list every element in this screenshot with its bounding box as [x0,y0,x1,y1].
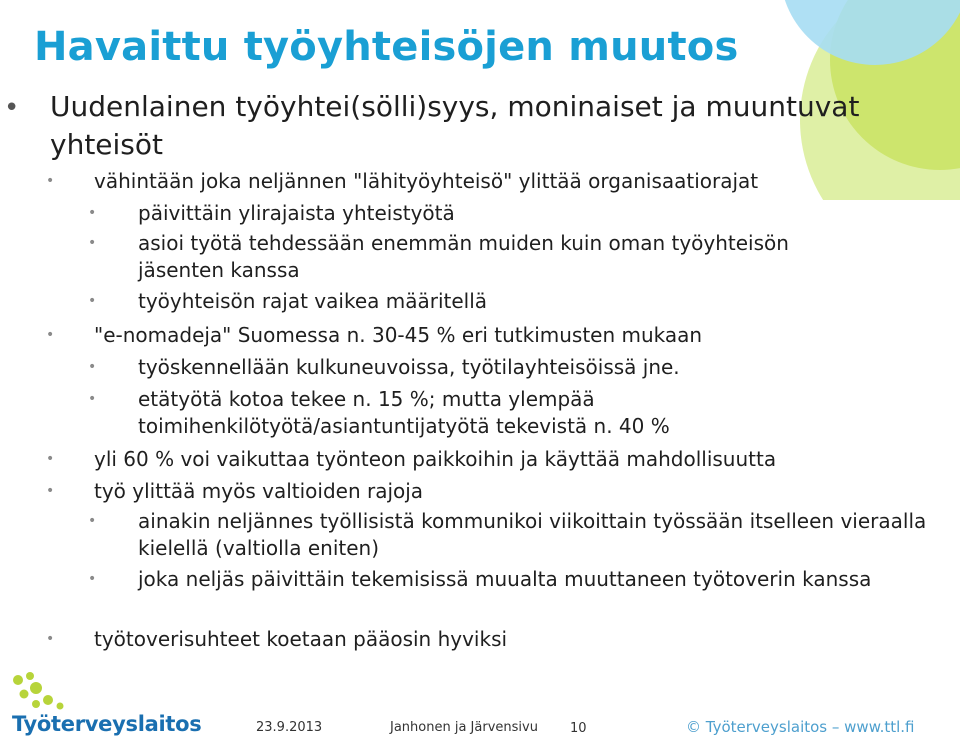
page-number: 10 [570,721,587,736]
logo: Työterveyslaitos [12,712,202,736]
list-item [88,386,758,440]
item-text: työyhteisön rajat vaikea määritellä [138,289,488,313]
bullet-icon: • [88,513,97,529]
bullet-icon: • [88,391,97,407]
item-text: Uudenlainen työyhtei(sölli)syys, moninaiset ja muuntuvat yhteisöt [50,90,860,161]
bullet-icon: • [88,293,97,309]
item-text: vähintään joka neljännen "lähityöyhteisö" ylittää organisaatiorajat [94,169,759,193]
bullet-icon: • [88,205,97,221]
item-text: päivittäin ylirajaista yhteistyötä [138,201,455,225]
bullet-icon: • [4,93,20,123]
item-text: "e-nomadeja" Suomessa n. 30-45 % eri tutkimusten mukaan [94,323,703,347]
item-text: työtoverisuhteet koetaan pääosin hyviksi [94,627,508,651]
list-item [46,478,914,505]
item-text: etätyötä kotoa tekee n. 15 %; mutta ylempää toimihenkilötyötä/asiantuntijatyötä tekevistä n. 40 % [138,387,670,438]
bullet-icon: • [88,571,97,587]
list-item [88,566,898,593]
bullet-icon: • [46,173,55,189]
list-item [88,354,938,381]
list-item [88,230,878,284]
item-text: yli 60 % voi vaikuttaa työnteon paikkoihin ja käyttää mahdollisuutta [94,447,777,471]
page-title: Havaittu työyhteisöjen muutos [34,24,739,70]
item-text: työ ylittää myös valtioiden rajoja [94,479,424,503]
list-item [88,200,938,227]
list-item [88,288,938,315]
logo-mark-icon [10,670,80,714]
footer-copyright: © Työterveyslaitos – www.ttl.fi [686,718,915,736]
list-item [46,626,914,653]
item-text: ainakin neljännes työllisistä kommunikoi viikoittain työssään itselleen vieraalla kielellä (valtiolla eniten) [138,509,927,560]
list-item [46,446,914,473]
item-text: asioi työtä tehdessään enemmän muiden kuin oman työyhteisön jäsenten kanssa [138,231,789,282]
list-item [4,88,870,164]
bullet-icon: • [46,327,55,343]
bullet-icon: • [46,483,55,499]
item-text: joka neljäs päivittäin tekemisissä muualta muuttaneen työtoverin kanssa [138,567,872,591]
item-text: työskennellään kulkuneuvoissa, työtilayhteisöissä jne. [138,355,680,379]
bullet-icon: • [46,631,55,647]
list-item [88,508,928,562]
list-item [46,168,914,195]
list-item [46,322,914,349]
bullet-icon: • [46,451,55,467]
bullet-icon: • [88,359,97,375]
footer-date: 23.9.2013 [256,720,323,735]
footer-authors: Janhonen ja Järvensivu [390,720,538,735]
footer [0,670,960,740]
bullet-icon: • [88,235,97,251]
